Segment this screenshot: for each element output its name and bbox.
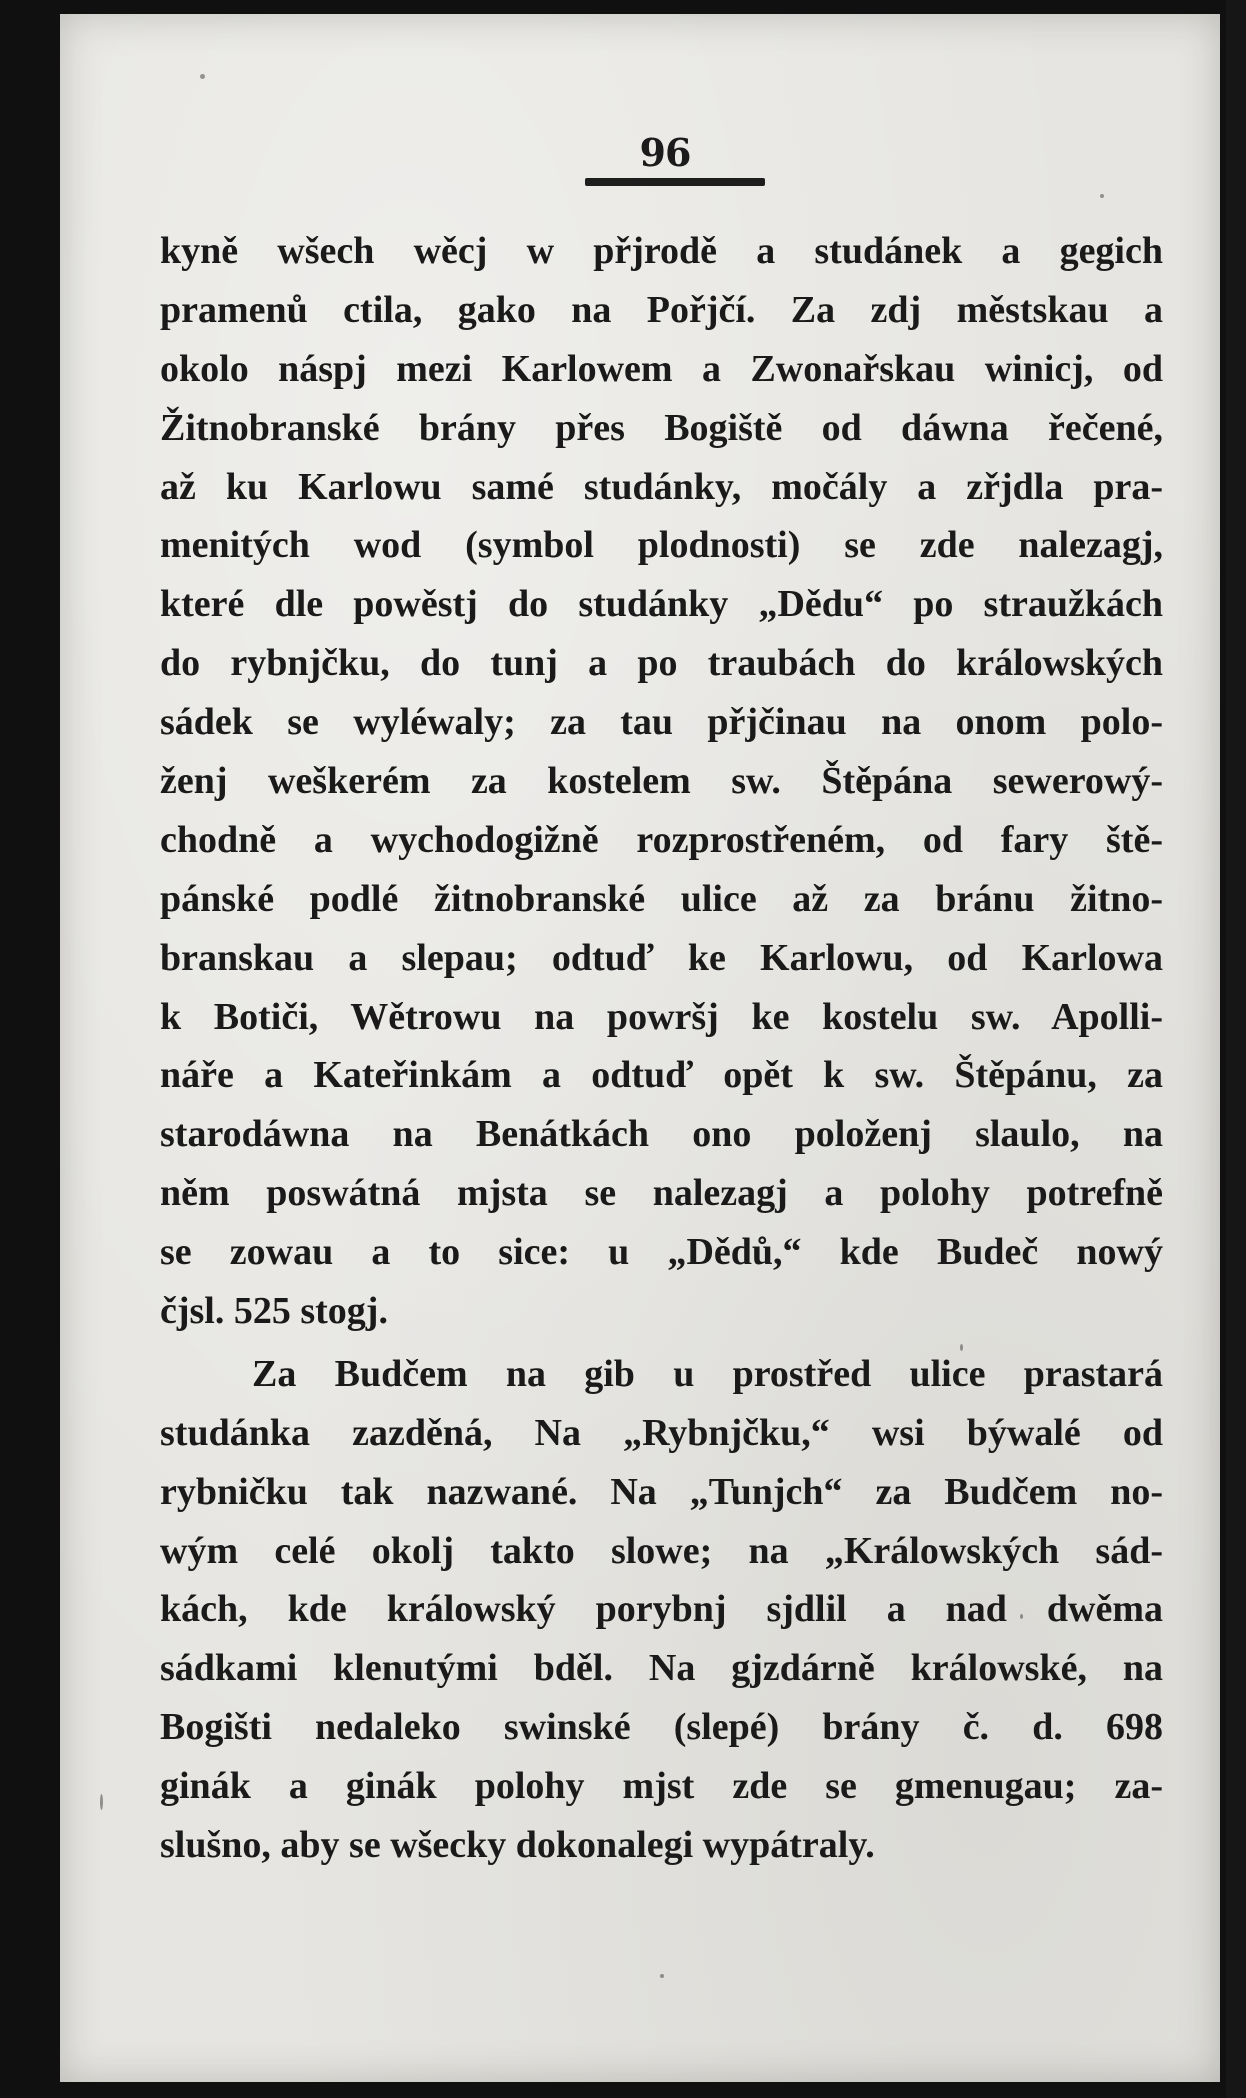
text-line: pramenů ctila, gako na Pořjčí. Za zdj městskau a xyxy=(160,288,1163,331)
text-line: se zowau a to sice: u „Dědů,“ kde Budeč nowý xyxy=(160,1231,1163,1274)
text-line: slušno, aby se wšecky dokonalegi wypátraly. xyxy=(160,1824,875,1867)
text-line: rybničku tak nazwané. Na „Tunjch“ za Budčem no- xyxy=(160,1470,1163,1513)
body-text xyxy=(160,222,1163,1875)
text-line: náře a Kateřinkám a odtuď opět k sw. Štěpánu, za xyxy=(160,1054,1163,1097)
text-line: čjsl. 525 stogj. xyxy=(160,1290,388,1333)
text-line: wým celé okolj takto slowe; na „Králowských sád- xyxy=(160,1529,1163,1572)
text-line: pánské podlé žitnobranské ulice až za bránu žitno- xyxy=(160,877,1163,920)
page-number xyxy=(0,130,1246,175)
page-edge-shadow xyxy=(1226,0,1246,2098)
paragraph-1 xyxy=(160,222,1163,1341)
text-line: do rybnjčku, do tunj a po traubách do králowských xyxy=(160,642,1163,685)
text-line: ginák a ginák polohy mjst zde se gmenugau; za- xyxy=(160,1765,1163,1808)
text-line: branskau a slepau; odtuď ke Karlowu, od Karlowa xyxy=(160,936,1163,979)
paper-speck xyxy=(100,1794,103,1810)
text-line: Bogišti nedaleko swinské (slepé) brány č. d. 698 xyxy=(160,1706,1163,1749)
text-line: které dle powěstj do studánky „Dědu“ po straužkách xyxy=(160,583,1163,626)
text-line: starodáwna na Benátkách ono položenj slaulo, na xyxy=(160,1113,1163,1156)
paper-speck xyxy=(1100,194,1104,198)
text-line: Žitnobranské brány přes Bogiště od dáwna řečené, xyxy=(160,406,1163,449)
text-line: až ku Karlowu samé studánky, močály a zřjdla pra- xyxy=(160,465,1163,508)
page-number-text: 96 xyxy=(639,130,691,175)
text-line: něm poswátná mjsta se nalezagj a polohy potrefně xyxy=(160,1172,1163,1215)
text-line: studánka zazděná, Na „Rybnjčku,“ wsi býwalé od xyxy=(160,1411,1163,1454)
text-line: Za Budčem na gib u prostřed ulice prastará xyxy=(252,1352,1163,1395)
text-line: menitých wod (symbol plodnosti) se zde nalezagj, xyxy=(160,524,1163,567)
text-line: okolo náspj mezi Karlowem a Zwonařskau winicj, od xyxy=(160,347,1163,390)
text-line: sádkami klenutými bděl. Na gjzdárně králowské, na xyxy=(160,1647,1163,1690)
text-line: kyně wšech wěcj w přjrodě a studánek a gegich xyxy=(160,230,1163,272)
page-number-rule xyxy=(585,178,765,186)
text-line: sádek se wyléwaly; za tau přjčinau na onom polo- xyxy=(160,701,1163,744)
text-line: chodně a wychodogižně rozprostřeném, od fary ště- xyxy=(160,818,1163,861)
text-line: k Botiči, Wětrowu na powršj ke kostelu sw. Apolli- xyxy=(160,995,1163,1038)
text-line: kách, kde králowský porybnj sjdlil a nad dwěma xyxy=(160,1588,1163,1631)
paper-speck xyxy=(660,1974,664,1978)
paper-speck xyxy=(200,74,205,79)
text-line: ženj weškerém za kostelem sw. Štěpána sewerowý- xyxy=(160,760,1163,803)
paragraph-2 xyxy=(160,1345,1163,1875)
